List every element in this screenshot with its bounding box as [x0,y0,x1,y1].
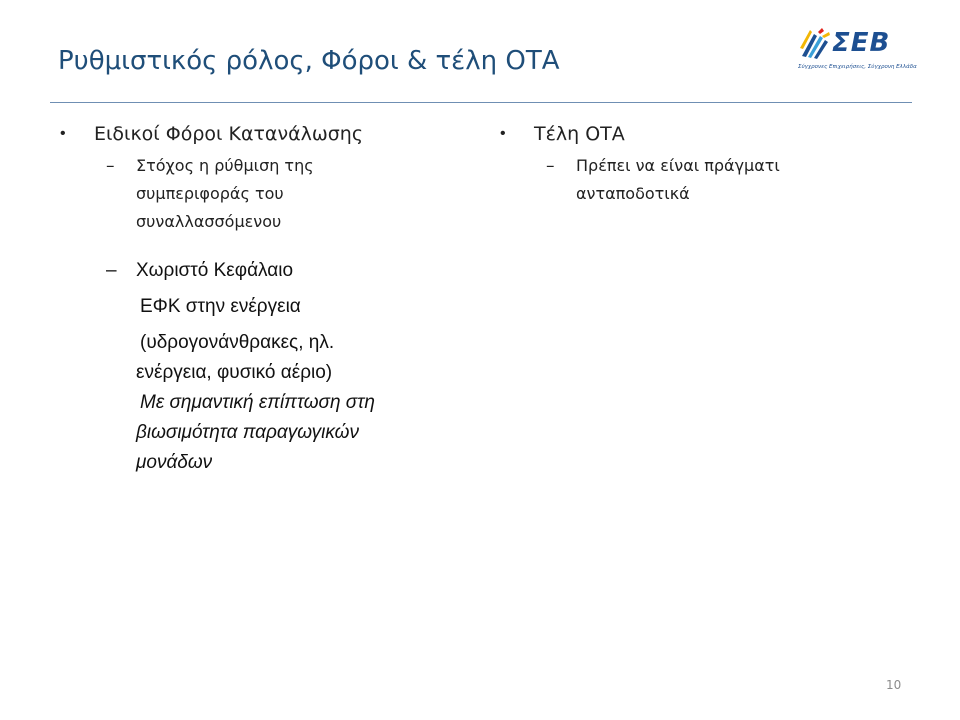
bullet-marker: • [500,125,506,142]
bullet-item [56,118,446,152]
bullet-marker: • [60,125,66,142]
sub-text-line: συμπεριφοράς του [136,184,284,203]
impact-text-line: Με σημαντική επίπτωση στη [140,392,375,413]
sub-text-line: Πρέπει να είναι πράγματι [576,156,780,175]
left-column [56,118,446,478]
sub-item-reciprocal [496,152,896,208]
impact-text-line: βιωσιμότητα παραγωγικών [136,422,359,443]
title-divider [50,102,912,103]
sub-text-line: Στόχος η ρύθμιση της [136,156,314,175]
sub-text-line: ενέργεια, φυσικό αέριο) [136,362,333,383]
logo-tagline: Σύγχρονες Επιχειρήσεις, Σύγχρονη Ελλάδα [798,64,917,70]
dash-marker: – [106,260,117,281]
right-column [496,118,896,208]
sub-item-separate-chapter [56,256,446,478]
sub-text-line: συναλλασσόμενου [136,212,282,231]
impact-text-line: μονάδων [136,452,213,473]
seb-logo [798,26,916,78]
page-number: 10 [886,678,902,692]
bullet-text-excise-taxes: Ειδικοί Φόροι Κατανάλωσης [94,123,363,145]
dash-marker: – [546,156,555,176]
bullet-item [496,118,896,152]
sub-text-line: (υδρογονάνθρακες, ηλ. [140,332,335,353]
sub-heading: Χωριστό Κεφάλαιο [136,260,294,281]
logo-wordmark: ΣΕΒ [832,28,891,58]
sub-item-goal [56,152,446,236]
slide-title: Ρυθμιστικός ρόλος, Φόροι & τέλη ΟΤΑ [58,46,560,76]
bullet-text-local-fees: Τέλη ΟΤΑ [534,123,625,145]
sub-text-line: ΕΦΚ στην ενέργεια [140,296,301,317]
logo-emblem-icon [798,26,832,62]
sub-text-line: ανταποδοτικά [576,184,690,203]
dash-marker: – [106,156,115,176]
